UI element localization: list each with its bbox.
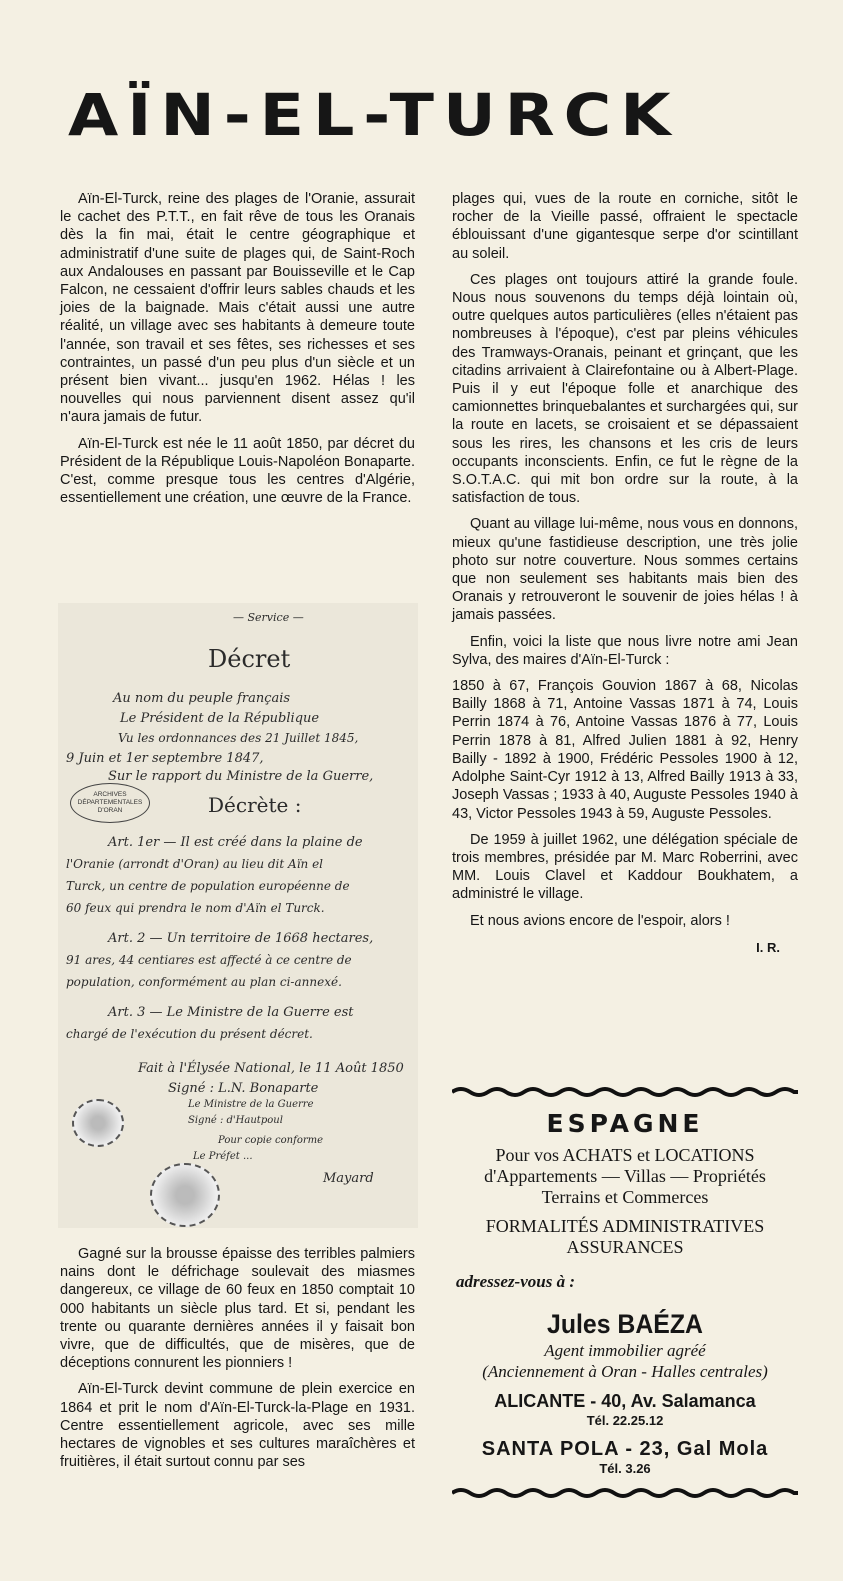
decree-line: Turck, un centre de population européenne de xyxy=(66,879,350,893)
article-paragraph: Aïn-El-Turck devint commune de plein exercice en 1864 et prit le nom d'Aïn-El-Turck-la-Plage en 1931. Centre essentiellement agricole, avec ses mille hectares de vignobles et ses cultures maraîchères et fruitières, il était surtout connu par ses xyxy=(60,1381,415,1471)
author-signature: I. R. xyxy=(756,939,780,955)
decree-line: 9 Juin et 1er septembre 1847, xyxy=(66,751,264,766)
decree-line: Signé : L.N. Bonaparte xyxy=(168,1081,319,1096)
ad-formerly: (Anciennement à Oran - Halles centrales) xyxy=(482,1362,768,1381)
ad-title: ESPAGNE xyxy=(546,1109,704,1138)
decree-line: Le Préfet ... xyxy=(193,1151,253,1162)
decree-line: Au nom du peuple français xyxy=(113,691,291,706)
ad-agent-title: Agent immobilier agréé xyxy=(544,1341,706,1360)
ad-agent-name: Jules BAÉZA xyxy=(547,1309,703,1339)
embossed-seal-icon xyxy=(150,1163,220,1227)
article-paragraph: Et nous avions encore de l'espoir, alors ! xyxy=(470,912,730,929)
stamp-label: ARCHIVES DÉPARTEMENTALES D'ORAN xyxy=(77,791,143,814)
ad-line: Terrains et Commerces xyxy=(541,1187,709,1207)
page-title: AÏN-EL-TURCK xyxy=(68,81,680,149)
decree-line: Fait à l'Élysée National, le 11 Août 1850 xyxy=(138,1061,404,1076)
article-paragraph: Aïn-El-Turck, reine des plages de l'Oranie, assurait le cachet des P.T.T., en fait rêve de tous les Oranais dès la fin mai, était le centre géographique et administratif d'une suite de plages qui, de Saint-Roch aux Andalouses en passant par Bouisseville et le Cap Falcon, ne cessaient d'offrir leurs sables chauds et les joies de la baignade. Mais c'était aussi une autre réalité, un village avec ses habitants à demeure toute l'année, son travail et ses fêtes, ses richesses et ses contraintes, un passé d'un peu plus d'un siècle et un présent bien vivant... jusqu'en 1962. Hélas ! les nouvelles qui nous parviennent disent assez qu'il n'aura jamais de futur. xyxy=(60,191,415,426)
decree-line: Mayard xyxy=(323,1171,374,1186)
ad-line: FORMALITÉS ADMINISTRATIVES xyxy=(485,1216,765,1236)
article-paragraph: Enfin, voici la liste que nous livre notre ami Jean Sylva, des maires d'Aïn-El-Turck : xyxy=(452,633,798,668)
decree-line: Art. 2 — Un territoire de 1668 hectares, xyxy=(108,931,374,946)
round-seal-icon xyxy=(72,1099,124,1147)
article-paragraph: Aïn-El-Turck est née le 11 août 1850, par décret du Président de la République Louis-Napoléon Bonaparte. C'est, comme presque tous les centres d'Algérie, essentiellement une création, une œuvre de la France. xyxy=(60,435,415,507)
decree-line: population, conformément au plan ci-annexé. xyxy=(66,975,342,989)
article-paragraph: plages qui, vues de la route en corniche, sitôt le rocher de la Vieille passé, offraient le spectacle éblouissant d'une gigantesque serpe d'or scintillant au soleil. xyxy=(452,191,798,262)
left-column-top xyxy=(60,190,415,515)
ad-address-alicante: ALICANTE - 40, Av. Salamanca xyxy=(494,1391,756,1411)
wavy-divider-top xyxy=(452,1085,798,1099)
ad-line: ASSURANCES xyxy=(566,1237,684,1257)
decree-line: Le Ministre de la Guerre xyxy=(188,1099,314,1110)
decree-line: l'Oranie (arrondt d'Oran) au lieu dit Aïn el xyxy=(66,857,324,871)
decree-line: Signé : d'Hautpoul xyxy=(188,1115,283,1126)
archives-stamp xyxy=(70,783,150,823)
decree-line: Pour copie conforme xyxy=(218,1135,324,1146)
article-paragraph: De 1959 à juillet 1962, une délégation spéciale de trois membres, présidée par M. Marc Roberrini, avec MM. Louis Clavel et Kaddour Boukhatem, a administré le village. xyxy=(452,831,798,903)
ad-address-to: adressez-vous à : xyxy=(456,1272,575,1291)
ad-line: Pour vos ACHATS et LOCATIONS xyxy=(495,1145,755,1165)
ad-address-santa-pola: SANTA POLA - 23, Gal Mola xyxy=(481,1438,769,1460)
mayors-list: 1850 à 67, François Gouvion 1867 à 68, Nicolas Bailly 1868 à 71, Antoine Vassas 1871 à 74, Louis Perrin 1874 à 76, Antoine Vassas 1876 à 77, Louis Perrin 1878 à 81, Alfred Julien 1881 à 92, Henry Bailly - 1892 à 1900, Frédéric Pessoles 1900 à 12, Adolphe Saint-Cyr 1912 à 13, Alfred Bailly 1913 à 33, Joseph Vassas ; 1933 à 40, Auguste Pessoles 1940 à 43, Victor Pessoles 1943 à 59, Auguste Pessoles. xyxy=(452,678,798,822)
decree-line: Art. 3 — Le Ministre de la Guerre est xyxy=(108,1005,354,1020)
decree-heading: Décret xyxy=(208,645,291,673)
decree-line: chargé de l'exécution du présent décret. xyxy=(66,1027,313,1041)
decree-line: Décrète : xyxy=(208,793,302,817)
right-column xyxy=(452,190,798,955)
article-paragraph: Ces plages ont toujours attiré la grande foule. Nous nous souvenons du temps déjà lointain où, outre quelques autos particulières (elles n'étaient pas nombreuses à l'époque), c'est par pleins véhicules des Tramways-Oranais, peinant et grinçant, que les citadins arrivaient à Clairefontaine ou à Albert-Plage. Puis il y eut l'époque folle et anarchique des camionnettes brinquebalantes et surchargées qui, sur la route en lacets, se croisaient et se dépassaient sous les rires, les chansons et les cris de leurs occupants inconscients. Enfin, ce fut le règne de la S.O.T.A.C. qui mit bon ordre sur la route, à la satisfaction de tous. xyxy=(452,271,798,507)
article-paragraph: Quant au village lui-même, nous vous en donnons, mieux qu'une fastidieuse description, une très jolie photo sur notre couverture. Nous sommes certains que non seulement ses habitants mais bien des Oranais y retrouveront le souvenir de joies hélas ! à jamais passées. xyxy=(452,516,798,624)
decree-header-scribble: — Service — xyxy=(233,611,304,624)
ad-phone-alicante: Tél. 22.25.12 xyxy=(586,1413,664,1428)
left-column-bottom xyxy=(60,1245,415,1479)
decree-line: Vu les ordonnances des 21 Juillet 1845, xyxy=(118,731,359,745)
decree-line: Sur le rapport du Ministre de la Guerre, xyxy=(108,769,374,784)
advertisement xyxy=(452,1085,798,1500)
decree-line: 91 ares, 44 centiares est affecté à ce centre de xyxy=(66,953,352,967)
wavy-divider-bottom xyxy=(452,1486,798,1500)
decree-facsimile-image xyxy=(58,603,418,1228)
ad-phone-santa-pola: Tél. 3.26 xyxy=(599,1461,651,1476)
ad-line: d'Appartements — Villas — Propriétés xyxy=(484,1166,766,1186)
decree-line: 60 feux qui prendra le nom d'Aïn el Turck. xyxy=(66,901,325,915)
decree-line: Le Président de la République xyxy=(120,711,320,726)
decree-line: Art. 1er — Il est créé dans la plaine de xyxy=(108,835,363,850)
article-paragraph: Gagné sur la brousse épaisse des terribles palmiers nains dont le défrichage soulevait des miasmes dangereux, ce village de 60 feux en 1850 comptait 10 000 habitants un siècle plus tard. Et si, pendant les trente ou quarante dernières années il y faisait bon vivre, que de difficultés, que de misères, que de déceptions connurent les pionniers ! xyxy=(60,1246,415,1372)
